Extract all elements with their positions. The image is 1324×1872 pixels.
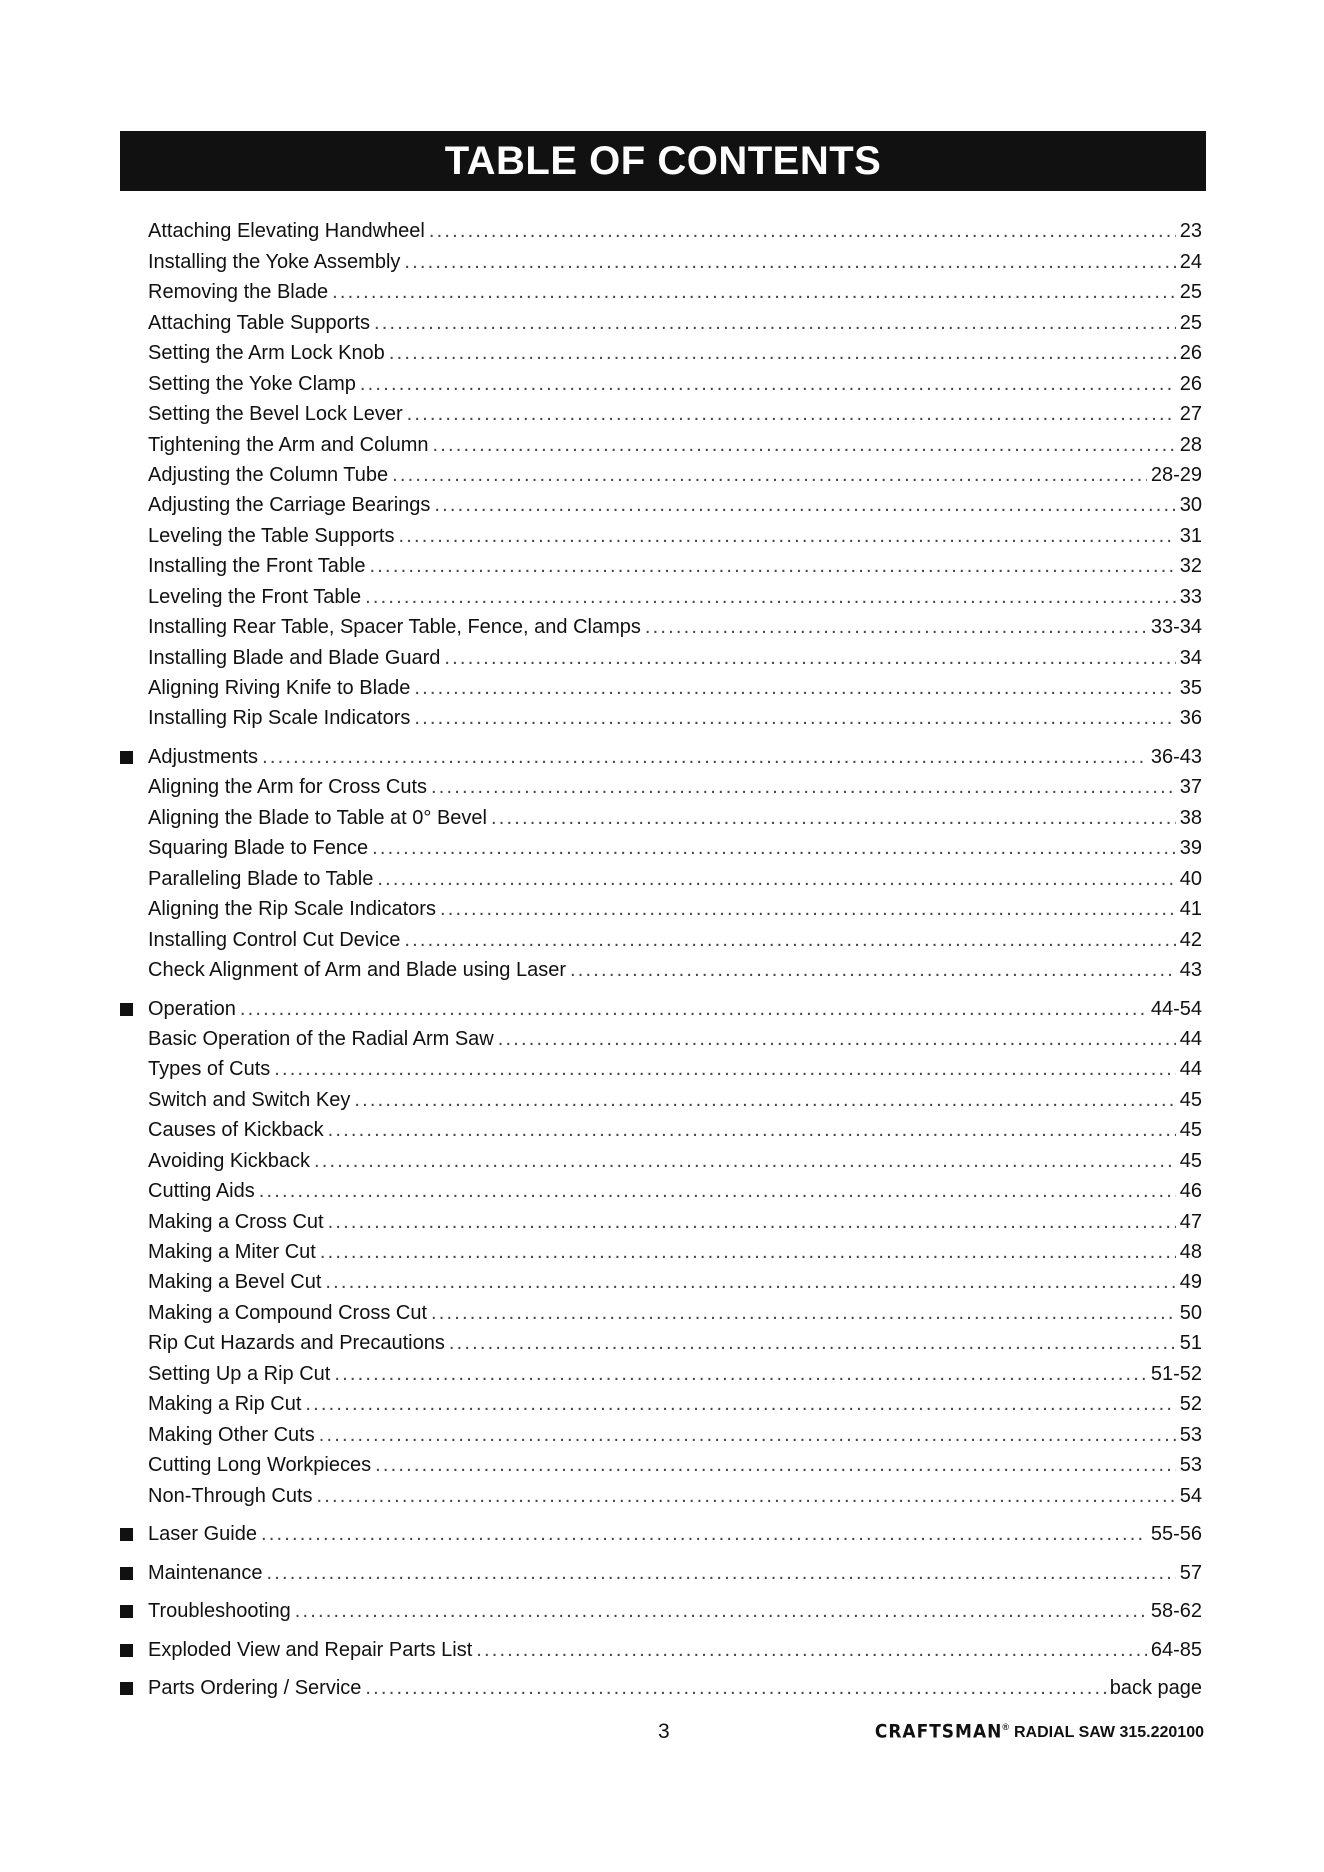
toc-entry (120, 1112, 1202, 1142)
brand-line (875, 1722, 1204, 1742)
dot-leader (645, 615, 1147, 639)
toc-entry-title: Installing the Front Table (148, 555, 366, 578)
toc-entry-title: Setting Up a Rip Cut (148, 1362, 331, 1385)
dot-leader (259, 1179, 1176, 1203)
dot-leader (444, 646, 1175, 670)
toc-section-entry (120, 1508, 1202, 1547)
dot-leader (274, 1057, 1175, 1081)
bullet-spacer (120, 1057, 148, 1081)
square-icon (120, 1682, 133, 1695)
dot-leader (354, 1088, 1175, 1112)
toc-entry-page: 50 (1179, 1301, 1202, 1324)
bullet-spacer (120, 585, 148, 609)
dot-leader (570, 958, 1176, 982)
toc-entry (120, 921, 1202, 951)
dot-leader (317, 1484, 1176, 1508)
toc-entry-title: Making a Compound Cross Cut (148, 1301, 428, 1324)
bullet-spacer (120, 1362, 148, 1386)
toc-entry-title: Causes of Kickback (148, 1119, 324, 1142)
bullet-square-icon (120, 1522, 148, 1546)
bullet-spacer (120, 1210, 148, 1234)
toc-section-entry (120, 1585, 1202, 1624)
bullet-spacer (120, 1179, 148, 1203)
bullet-spacer (120, 311, 148, 335)
bullet-spacer (120, 554, 148, 578)
toc-entry (120, 609, 1202, 639)
toc-entry-title: Setting the Arm Lock Knob (148, 342, 385, 365)
toc-entry-page: 53 (1179, 1423, 1202, 1446)
bullet-spacer (120, 1484, 148, 1508)
dot-leader (305, 1392, 1175, 1416)
toc-entry (120, 639, 1202, 669)
square-icon (120, 1003, 133, 1016)
bullet-spacer (120, 615, 148, 639)
square-icon (120, 1605, 133, 1618)
bullet-spacer (120, 836, 148, 860)
toc-entry-page: 33-34 (1150, 616, 1202, 639)
toc-entry-title: Rip Cut Hazards and Precautions (148, 1332, 445, 1355)
bullet-spacer (120, 1118, 148, 1142)
registered-mark: ® (1002, 1722, 1009, 1732)
bullet-spacer (120, 1331, 148, 1355)
toc-entry-title: Making a Rip Cut (148, 1393, 302, 1416)
toc-entry-title: Making a Miter Cut (148, 1241, 316, 1263)
toc-entry-page: 30 (1179, 494, 1202, 517)
toc-entry (120, 1386, 1202, 1416)
toc-entry-title: Installing the Yoke Assembly (148, 250, 401, 273)
toc-entry-title: Check Alignment of Arm and Blade using Laser (148, 959, 567, 981)
dot-leader (314, 1149, 1176, 1173)
dot-leader (320, 1240, 1176, 1264)
toc-entry (120, 517, 1202, 547)
dot-leader (407, 402, 1176, 426)
toc-entry-page: 55-56 (1150, 1523, 1202, 1545)
bullet-spacer (120, 219, 148, 243)
toc-entry (120, 274, 1202, 304)
toc-entry-page: back page (1109, 1677, 1202, 1699)
toc-entry (120, 1234, 1202, 1264)
bullet-spacer (120, 775, 148, 799)
page-title: TABLE OF CONTENTS (444, 138, 882, 183)
page-number: 3 (658, 1720, 670, 1743)
bullet-spacer (120, 524, 148, 548)
bullet-spacer (120, 806, 148, 830)
toc-entry-page: 51 (1179, 1332, 1202, 1355)
toc-entry-title: Setting the Bevel Lock Lever (148, 403, 403, 426)
square-icon (120, 1528, 133, 1541)
toc-entry-title: Tightening the Arm and Column (148, 433, 429, 456)
toc-entry-page: 26 (1179, 342, 1202, 365)
toc-entry (120, 487, 1202, 517)
bullet-square-icon (120, 1599, 148, 1623)
dot-leader (392, 463, 1147, 487)
toc-entry-title: Installing Blade and Blade Guard (148, 646, 441, 669)
dot-leader (414, 676, 1175, 700)
dot-leader (491, 806, 1176, 830)
bullet-spacer (120, 928, 148, 952)
dot-leader (328, 1210, 1176, 1234)
toc-entry-title: Squaring Blade to Fence (148, 837, 369, 860)
toc-entry (120, 1203, 1202, 1233)
toc-entry-title: Aligning the Blade to Table at 0° Bevel (148, 806, 487, 829)
toc-entry-title: Basic Operation of the Radial Arm Saw (148, 1027, 494, 1050)
dot-leader (440, 897, 1176, 921)
toc-entry-title: Exploded View and Repair Parts List (148, 1638, 473, 1661)
toc-entry-title: Installing Rear Table, Spacer Table, Fence, and Clamps (148, 616, 641, 639)
toc-entry (120, 548, 1202, 578)
bullet-spacer (120, 463, 148, 487)
dot-leader (360, 372, 1176, 396)
bullet-spacer (120, 1423, 148, 1447)
dot-leader (433, 433, 1176, 457)
craftsman-logo: CRAFTSMAN (874, 1721, 1003, 1743)
toc-entry-page: 44 (1179, 1027, 1202, 1050)
toc-entry-page: 45 (1179, 1119, 1202, 1142)
bullet-spacer (120, 250, 148, 274)
toc-entry-page: 23 (1179, 220, 1202, 243)
toc-entry-page: 48 (1179, 1241, 1202, 1263)
toc-entry (120, 213, 1202, 243)
toc-entry (120, 769, 1202, 799)
toc-list (120, 213, 1202, 1700)
toc-entry-title: Avoiding Kickback (148, 1149, 310, 1172)
toc-entry-title: Types of Cuts (148, 1058, 271, 1081)
bullet-spacer (120, 1392, 148, 1416)
toc-entry-page: 44 (1179, 1058, 1202, 1081)
toc-entry-page: 52 (1179, 1393, 1202, 1416)
toc-entry-page: 37 (1179, 776, 1202, 799)
bullet-spacer (120, 402, 148, 426)
bullet-spacer (120, 280, 148, 304)
bullet-spacer (120, 1301, 148, 1325)
toc-entry-title: Paralleling Blade to Table (148, 867, 374, 890)
toc-entry-page: 53 (1179, 1454, 1202, 1477)
bullet-spacer (120, 1149, 148, 1173)
toc-entry-title: Non-Through Cuts (148, 1484, 313, 1507)
dot-leader (267, 1561, 1176, 1585)
toc-entry (120, 578, 1202, 608)
toc-entry (120, 1173, 1202, 1203)
bullet-spacer (120, 1027, 148, 1051)
toc-entry-title: Installing Control Cut Device (148, 928, 401, 951)
toc-entry (120, 700, 1202, 730)
toc-entry (120, 1294, 1202, 1324)
square-icon (120, 1567, 133, 1580)
toc-entry-page: 25 (1179, 281, 1202, 304)
toc-entry-title: Parts Ordering / Service (148, 1677, 362, 1699)
toc-entry (120, 1477, 1202, 1507)
toc-entry (120, 1447, 1202, 1477)
dot-leader (319, 1423, 1176, 1447)
bullet-spacer (120, 372, 148, 396)
toc-entry-title: Aligning the Rip Scale Indicators (148, 898, 436, 921)
toc-entry-title: Adjusting the Column Tube (148, 463, 389, 486)
dot-leader (404, 250, 1175, 274)
dot-leader (449, 1331, 1176, 1355)
dot-leader (261, 1522, 1147, 1546)
toc-entry (120, 1051, 1202, 1081)
page-footer (0, 1720, 1324, 1750)
dot-leader (332, 280, 1176, 304)
dot-leader (295, 1599, 1147, 1623)
toc-entry-title: Cutting Aids (148, 1180, 255, 1203)
model-label: RADIAL SAW 315.220100 (1013, 1724, 1204, 1741)
dot-leader (414, 706, 1175, 730)
bullet-square-icon (120, 1561, 148, 1585)
bullet-square-icon (120, 997, 148, 1021)
toc-entry-title: Installing Rip Scale Indicators (148, 707, 411, 730)
bullet-spacer (120, 897, 148, 921)
toc-entry-page: 33 (1179, 585, 1202, 608)
bullet-spacer (120, 1240, 148, 1264)
dot-leader (404, 928, 1175, 952)
bullet-square-icon (120, 745, 148, 769)
dot-leader (374, 311, 1176, 335)
toc-entry-page: 28 (1179, 433, 1202, 456)
toc-entry-title: Leveling the Front Table (148, 585, 362, 608)
toc-entry-page: 44-54 (1150, 997, 1202, 1020)
toc-entry (120, 670, 1202, 700)
toc-entry-page: 51-52 (1150, 1362, 1202, 1385)
toc-entry-page: 47 (1179, 1210, 1202, 1233)
toc-entry-title: Aligning the Arm for Cross Cuts (148, 776, 427, 799)
toc-entry-title: Leveling the Table Supports (148, 524, 395, 547)
bullet-spacer (120, 1270, 148, 1294)
dot-leader (365, 585, 1176, 609)
dot-leader (498, 1027, 1176, 1051)
bullet-spacer (120, 341, 148, 365)
bullet-spacer (120, 1453, 148, 1477)
toc-entry-page: 39 (1179, 837, 1202, 860)
toc-entry-title: Cutting Long Workpieces (148, 1454, 372, 1477)
toc-section-entry (120, 730, 1202, 769)
bullet-square-icon (120, 1676, 148, 1700)
toc-entry (120, 1325, 1202, 1355)
toc-entry (120, 365, 1202, 395)
dot-leader (476, 1638, 1147, 1662)
toc-header (120, 131, 1206, 191)
dot-leader (262, 745, 1147, 769)
dot-leader (240, 997, 1147, 1021)
toc-entry-page: 40 (1179, 867, 1202, 890)
bullet-spacer (120, 433, 148, 457)
toc-entry-title: Attaching Table Supports (148, 311, 371, 334)
dot-leader (372, 836, 1176, 860)
bullet-spacer (120, 646, 148, 670)
toc-entry-page: 27 (1179, 403, 1202, 426)
toc-entry-page: 42 (1179, 928, 1202, 951)
dot-leader (434, 493, 1175, 517)
toc-entry-page: 45 (1179, 1088, 1202, 1111)
toc-section-entry (120, 1662, 1202, 1701)
dot-leader (398, 524, 1175, 548)
dot-leader (328, 1118, 1176, 1142)
toc-entry-title: Removing the Blade (148, 281, 329, 304)
toc-entry-page: 36-43 (1150, 745, 1202, 768)
toc-entry (120, 1355, 1202, 1385)
toc-entry-page: 54 (1179, 1484, 1202, 1507)
dot-leader (431, 1301, 1176, 1325)
toc-entry-page: 35 (1179, 677, 1202, 699)
dot-leader (334, 1362, 1147, 1386)
toc-entry (120, 1416, 1202, 1446)
toc-entry-page: 31 (1179, 524, 1202, 547)
toc-entry-page: 28-29 (1150, 463, 1202, 486)
toc-entry-page: 49 (1179, 1271, 1202, 1294)
toc-entry-page: 34 (1179, 646, 1202, 669)
dot-leader (370, 554, 1176, 578)
toc-entry-title: Maintenance (148, 1561, 263, 1584)
toc-entry-page: 32 (1179, 555, 1202, 578)
toc-entry (120, 860, 1202, 890)
toc-entry (120, 830, 1202, 860)
toc-entry (120, 304, 1202, 334)
toc-entry-page: 25 (1179, 311, 1202, 334)
toc-entry (120, 335, 1202, 365)
toc-entry (120, 426, 1202, 456)
bullet-spacer (120, 867, 148, 891)
toc-entry (120, 952, 1202, 982)
toc-entry-title: Making a Bevel Cut (148, 1271, 322, 1294)
toc-entry-page: 45 (1179, 1149, 1202, 1172)
toc-entry-title: Making a Cross Cut (148, 1210, 324, 1233)
toc-entry-title: Operation (148, 997, 236, 1020)
toc-section-entry (120, 1623, 1202, 1662)
toc-entry-title: Switch and Switch Key (148, 1088, 351, 1111)
toc-entry-page: 58-62 (1150, 1600, 1202, 1622)
bullet-spacer (120, 493, 148, 517)
bullet-square-icon (120, 1638, 148, 1662)
bullet-spacer (120, 676, 148, 700)
toc-section-entry (120, 1546, 1202, 1585)
toc-entry-page: 46 (1179, 1180, 1202, 1203)
dot-leader (375, 1453, 1176, 1477)
toc-entry (120, 891, 1202, 921)
toc-entry (120, 1081, 1202, 1111)
toc-entry-title: Troubleshooting (148, 1600, 291, 1622)
dot-leader (429, 219, 1176, 243)
toc-entry (120, 457, 1202, 487)
dot-leader (389, 341, 1176, 365)
toc-entry (120, 243, 1202, 273)
toc-entry-title: Attaching Elevating Handwheel (148, 220, 425, 243)
toc-entry-title: Laser Guide (148, 1523, 257, 1545)
toc-entry (120, 1264, 1202, 1294)
square-icon (120, 1644, 133, 1657)
toc-entry-title: Adjustments (148, 745, 259, 768)
square-icon (120, 751, 133, 764)
toc-entry-page: 38 (1179, 806, 1202, 829)
toc-entry-page: 24 (1179, 250, 1202, 273)
toc-entry-page: 26 (1179, 372, 1202, 395)
toc-entry-title: Making Other Cuts (148, 1423, 315, 1446)
toc-entry (120, 1021, 1202, 1051)
toc-entry-page: 43 (1179, 959, 1202, 981)
toc-entry-page: 36 (1179, 707, 1202, 730)
toc-entry-title: Aligning Riving Knife to Blade (148, 677, 411, 699)
toc-entry-title: Adjusting the Carriage Bearings (148, 494, 431, 517)
toc-section-entry (120, 982, 1202, 1021)
dot-leader (431, 775, 1176, 799)
toc-entry-page: 64-85 (1150, 1638, 1202, 1661)
dot-leader (365, 1676, 1105, 1700)
toc-entry-page: 57 (1179, 1561, 1202, 1584)
toc-entry (120, 1142, 1202, 1172)
bullet-spacer (120, 1088, 148, 1112)
toc-entry-page: 41 (1179, 898, 1202, 921)
dot-leader (377, 867, 1175, 891)
toc-entry-title: Setting the Yoke Clamp (148, 372, 356, 395)
toc-entry (120, 799, 1202, 829)
bullet-spacer (120, 958, 148, 982)
toc-entry (120, 396, 1202, 426)
dot-leader (325, 1270, 1175, 1294)
bullet-spacer (120, 706, 148, 730)
